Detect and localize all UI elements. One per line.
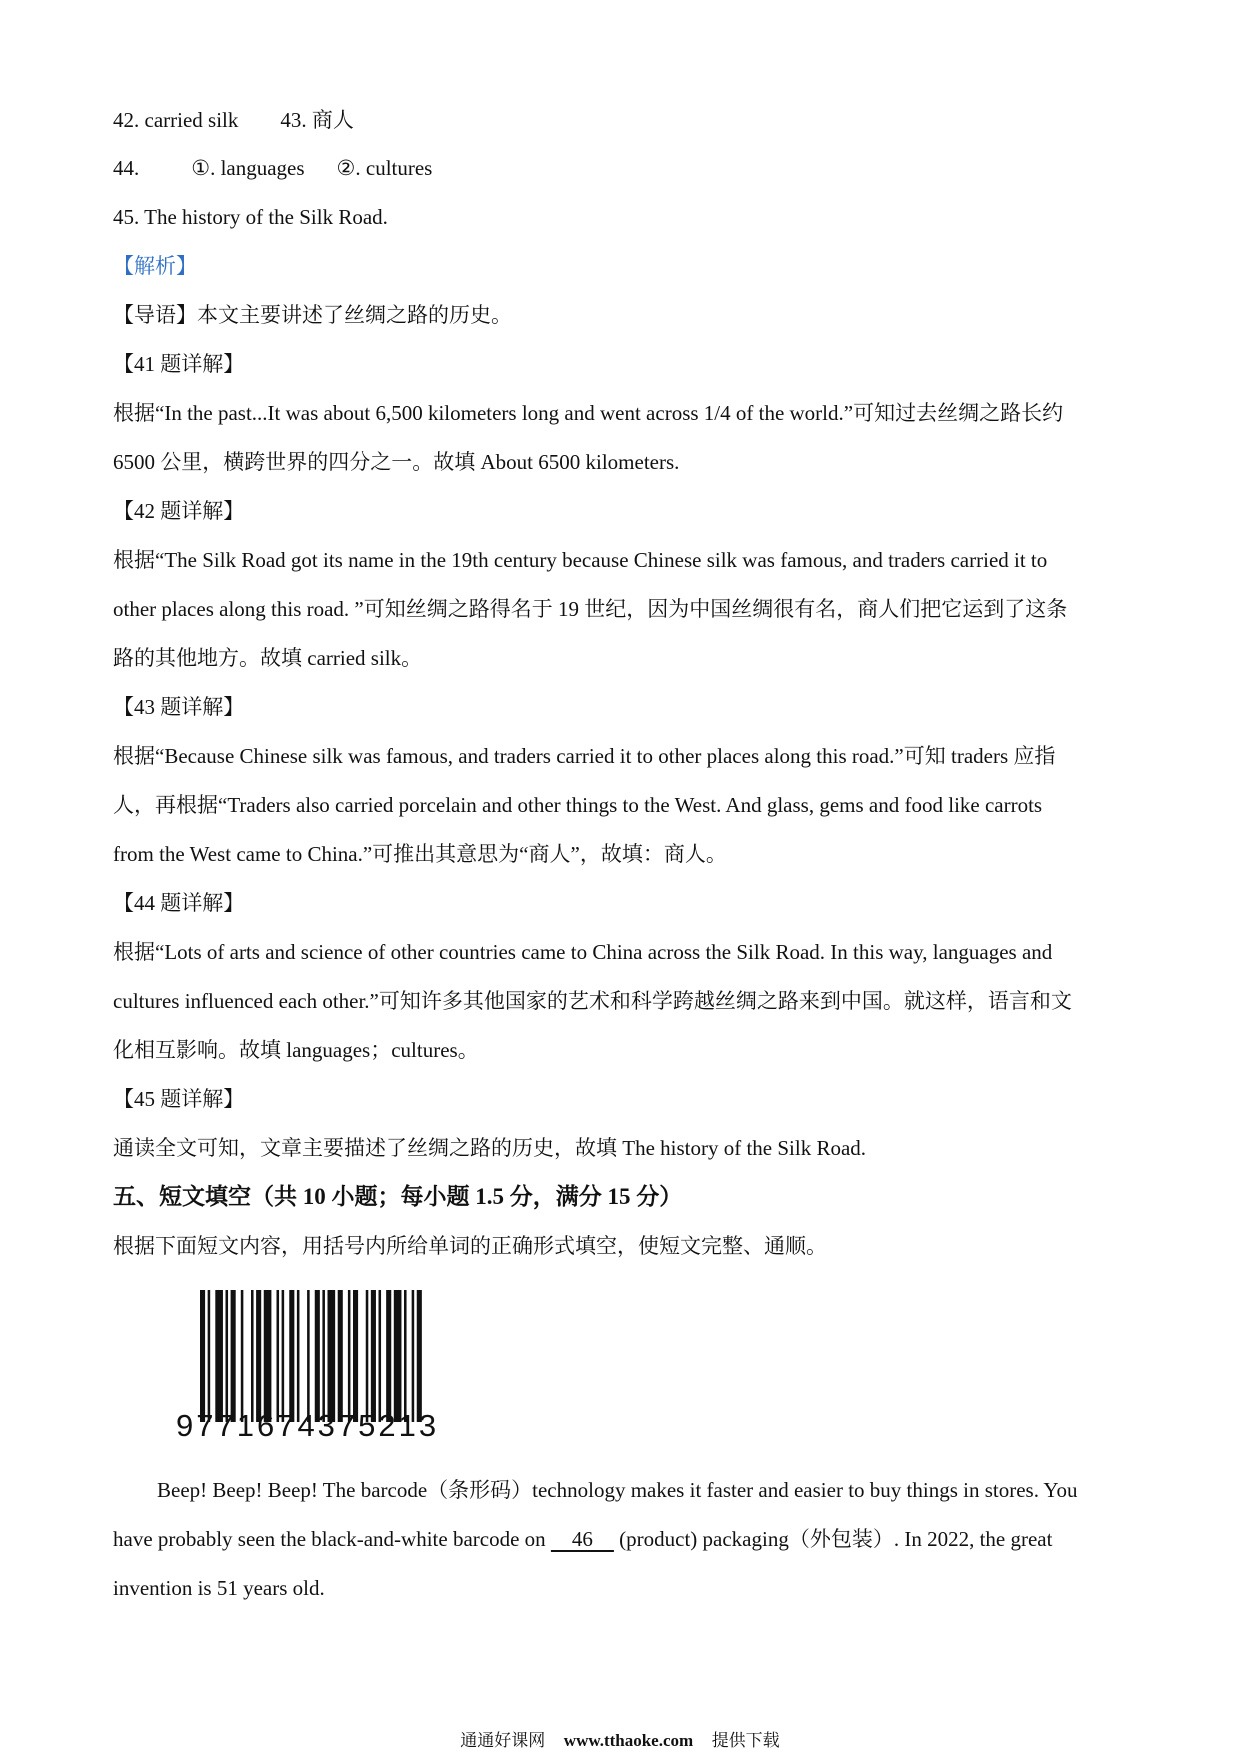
passage-line-2-start: have probably seen the black-and-white barcode on <box>113 1527 551 1551</box>
answer-44-number: 44. <box>113 156 140 180</box>
section-5-instruction: 根据下面短文内容，用括号内所给单词的正确形式填空，使短文完整、通顺。 <box>113 1234 827 1258</box>
answer-line-44 <box>113 153 1130 183</box>
q43-line-2: 人，再根据“Traders also carried porcelain and other things to the West. And glass, gems and food like carrots <box>113 793 1043 817</box>
barcode-bar <box>307 1290 310 1422</box>
q42-line-3: 路的其他地方。故填 carried silk。 <box>113 646 423 670</box>
barcode-bar <box>328 1290 336 1422</box>
q43-line-3: from the West came to China.”可推出其意思为“商人”，故填：商人。 <box>113 842 727 866</box>
answer-44-option-2: ②. cultures <box>336 156 433 180</box>
answer-45: 45. The history of the Silk Road. <box>113 205 388 229</box>
passage-line-2-end: (product) packaging（外包装）. In 2022, the great <box>613 1527 1053 1551</box>
barcode-bar <box>322 1290 325 1422</box>
footer-site-name: 通通好课网 <box>460 1731 546 1750</box>
q44-heading: 【44 题详解】 <box>113 891 245 915</box>
q41-heading: 【41 题详解】 <box>113 352 245 376</box>
barcode-bar <box>353 1290 358 1422</box>
barcode-bar <box>404 1290 407 1422</box>
q44-line-1: 根据“Lots of arts and science of other countries came to China across the Silk Road. In this way, languages and <box>113 940 1053 964</box>
barcode-bar <box>366 1290 369 1422</box>
barcode-bar <box>394 1290 402 1422</box>
barcode-bar <box>208 1290 211 1422</box>
q44-line-2: cultures influenced each other.”可知许多其他国家的艺术和科学跨越丝绸之路来到中国。就这样，语言和文 <box>113 989 1072 1013</box>
barcode-bar <box>231 1290 236 1422</box>
q45-heading: 【45 题详解】 <box>113 1087 245 1111</box>
barcode-bar <box>289 1290 294 1422</box>
passage-line-1: Beep! Beep! Beep! The barcode（条形码）technology makes it faster and easier to buy things in stores. You <box>157 1478 1078 1502</box>
q42-heading: 【42 题详解】 <box>113 499 245 523</box>
barcode-bar <box>241 1290 244 1422</box>
barcode-bar <box>297 1290 300 1422</box>
q44-line-3: 化相互影响。故填 languages；cultures。 <box>113 1038 479 1062</box>
passage-line-2 <box>113 1524 1130 1554</box>
q45-line-1: 通读全文可知，文章主要描述了丝绸之路的历史，故填 The history of the Silk Road. <box>113 1136 867 1160</box>
barcode-image <box>170 1290 500 1450</box>
barcode-bar <box>338 1290 343 1422</box>
page-footer <box>0 1730 1240 1752</box>
barcode-bar <box>277 1290 280 1422</box>
answer-42: 42. carried silk <box>113 108 239 132</box>
q41-line-2: 6500 公里，横跨世界的四分之一。故填 About 6500 kilometers. <box>113 450 680 474</box>
passage-line-3: invention is 51 years old. <box>113 1576 325 1600</box>
answer-line-42-43 <box>113 105 1130 135</box>
barcode-digits: 9771674375213 <box>176 1408 440 1443</box>
q41-line-1: 根据“In the past...It was about 6,500 kilometers long and went across 1/4 of the world.”可知过去丝绸之路长约 <box>113 401 1064 425</box>
barcode-bar <box>264 1290 272 1422</box>
answer-43: 43. 商人 <box>280 108 354 132</box>
barcode-bar <box>412 1290 415 1422</box>
q42-line-2: other places along this road. ”可知丝绸之路得名于 19 世纪，因为中国丝绸很有名，商人们把它运到了这条 <box>113 597 1068 621</box>
barcode-bar <box>282 1290 285 1422</box>
barcode-bar <box>348 1290 351 1422</box>
analysis-label: 【解析】 <box>113 254 197 278</box>
barcode-bars <box>200 1290 486 1422</box>
q42-line-1: 根据“The Silk Road got its name in the 19th century because Chinese silk was famous, and traders carried it to <box>113 548 1048 572</box>
barcode-bar <box>315 1290 320 1422</box>
barcode-bar <box>215 1290 223 1422</box>
section-5-title: 五、短文填空（共 10 小题；每小题 1.5 分，满分 15 分） <box>113 1184 683 1209</box>
barcode-bar <box>226 1290 229 1422</box>
q43-heading: 【43 题详解】 <box>113 695 245 719</box>
footer-download-note: 提供下载 <box>711 1731 780 1750</box>
barcode-bar <box>417 1290 422 1422</box>
q43-line-1: 根据“Because Chinese silk was famous, and traders carried it to other places along this road.”可知 traders 应指 <box>113 744 1056 768</box>
barcode-bar <box>371 1290 376 1422</box>
barcode-bar <box>200 1290 205 1422</box>
barcode-bar <box>379 1290 382 1422</box>
answer-44-option-1: ①. languages <box>191 156 305 180</box>
footer-url[interactable]: www.tthaoke.com <box>563 1731 694 1750</box>
blank-46[interactable]: 46 <box>550 1527 614 1551</box>
analysis-intro: 【导语】本文主要讲述了丝绸之路的历史。 <box>113 303 512 327</box>
barcode-bar <box>386 1290 391 1422</box>
barcode-bar <box>256 1290 261 1422</box>
barcode-bar <box>251 1290 254 1422</box>
